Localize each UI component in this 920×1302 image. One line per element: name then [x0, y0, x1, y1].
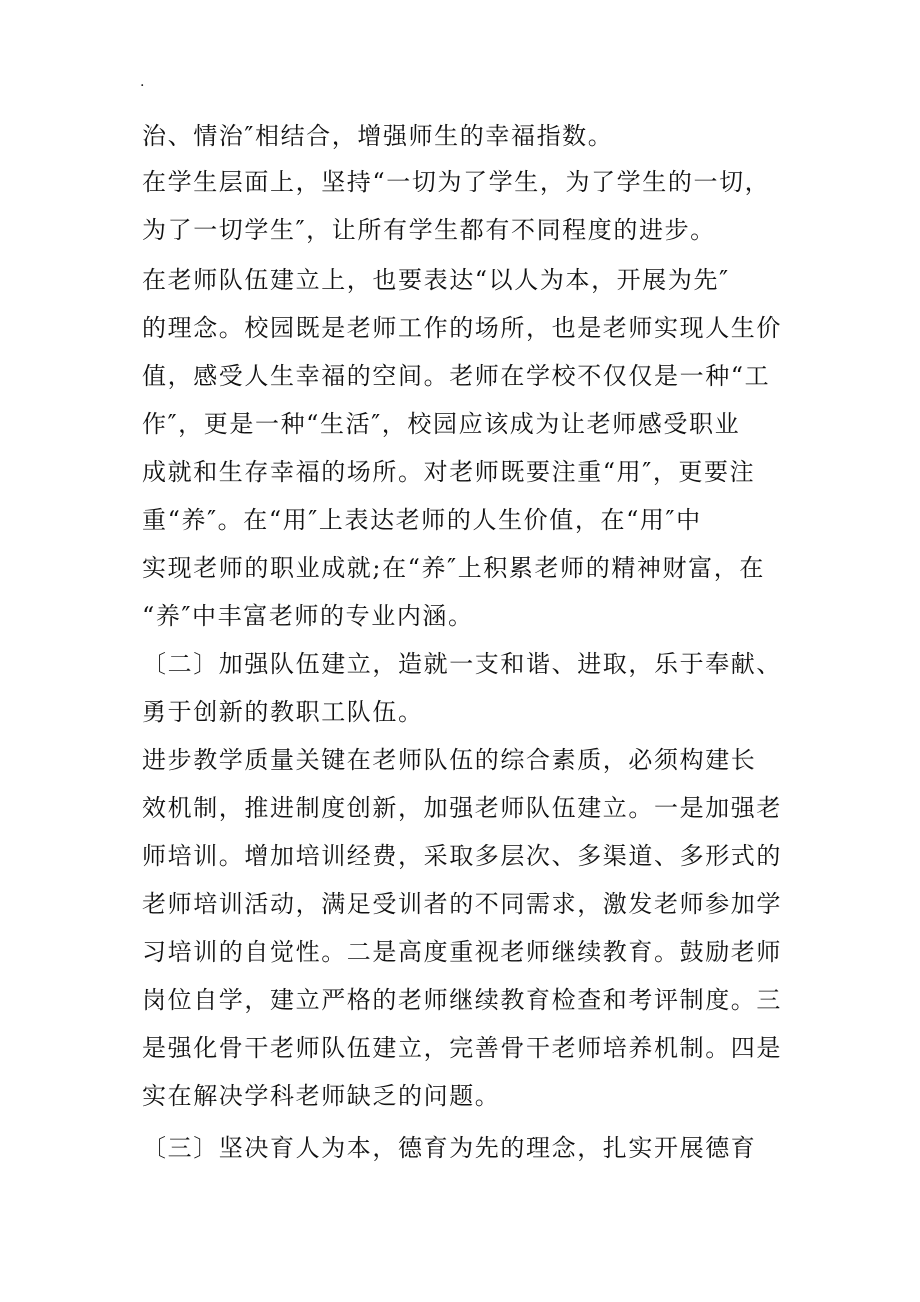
text-line-18: 习培训的自觉性。二是高度重视老师继续教育。鼓励老师	[142, 938, 782, 966]
text-line-2: 在学生层面上，坚持“一切为了学生，为了学生的一切，	[142, 168, 771, 196]
text-line-21: 实在解决学科老师缺乏的问题。	[142, 1082, 501, 1110]
text-line-7: 作″，更是一种“生活″，校园应该成为让老师感受职业	[142, 410, 741, 438]
text-line-15: 效机制，推进制度创新，加强老师队伍建立。一是加强老	[142, 794, 782, 822]
text-line-14: 进步教学质量关键在老师队伍的综合素质，必须构建长	[142, 746, 757, 774]
text-line-9: 重“养″。在“用″上表达老师的人生价值，在“用″中	[142, 506, 702, 534]
text-line-6: 值，感受人生幸福的空间。老师在学校不仅仅是一种“工	[142, 362, 771, 390]
text-line-12: 〔二〕加强队伍建立，造就一支和谐、进取，乐于奉献、	[142, 650, 782, 678]
text-line-19: 岗位自学，建立严格的老师继续教育检查和考评制度。三	[142, 986, 782, 1014]
text-line-3: 为了一切学生″，让所有学生都有不同程度的进步。	[142, 216, 716, 244]
text-line-13: 勇于创新的教职工队伍。	[142, 698, 424, 726]
text-line-17: 老师培训活动，满足受训者的不同需求，激发老师参加学	[142, 890, 782, 918]
text-line-5: 的理念。校园既是老师工作的场所，也是老师实现人生价	[142, 314, 782, 342]
text-line-11: “养″中丰富老师的专业内涵。	[142, 602, 474, 630]
text-line-20: 是强化骨干老师队伍建立，完善骨干老师培养机制。四是	[142, 1034, 782, 1062]
text-line-16: 师培训。增加培训经费，采取多层次、多渠道、多形式的	[142, 842, 782, 870]
text-line-8: 成就和生存幸福的场所。对老师既要注重“用″，更要注	[142, 458, 756, 486]
text-line-10: 实现老师的职业成就;在“养″上积累老师的精神财富，在	[142, 554, 765, 582]
text-line-1: 治、情治″相结合，增强师生的幸福指数。	[142, 122, 614, 150]
text-line-22: 〔三〕坚决育人为本，德育为先的理念，扎实开展德育	[142, 1134, 757, 1162]
header-mark: .	[140, 74, 145, 90]
text-line-4: 在老师队伍建立上，也要表达“以人为本，开展为先″	[142, 266, 730, 294]
